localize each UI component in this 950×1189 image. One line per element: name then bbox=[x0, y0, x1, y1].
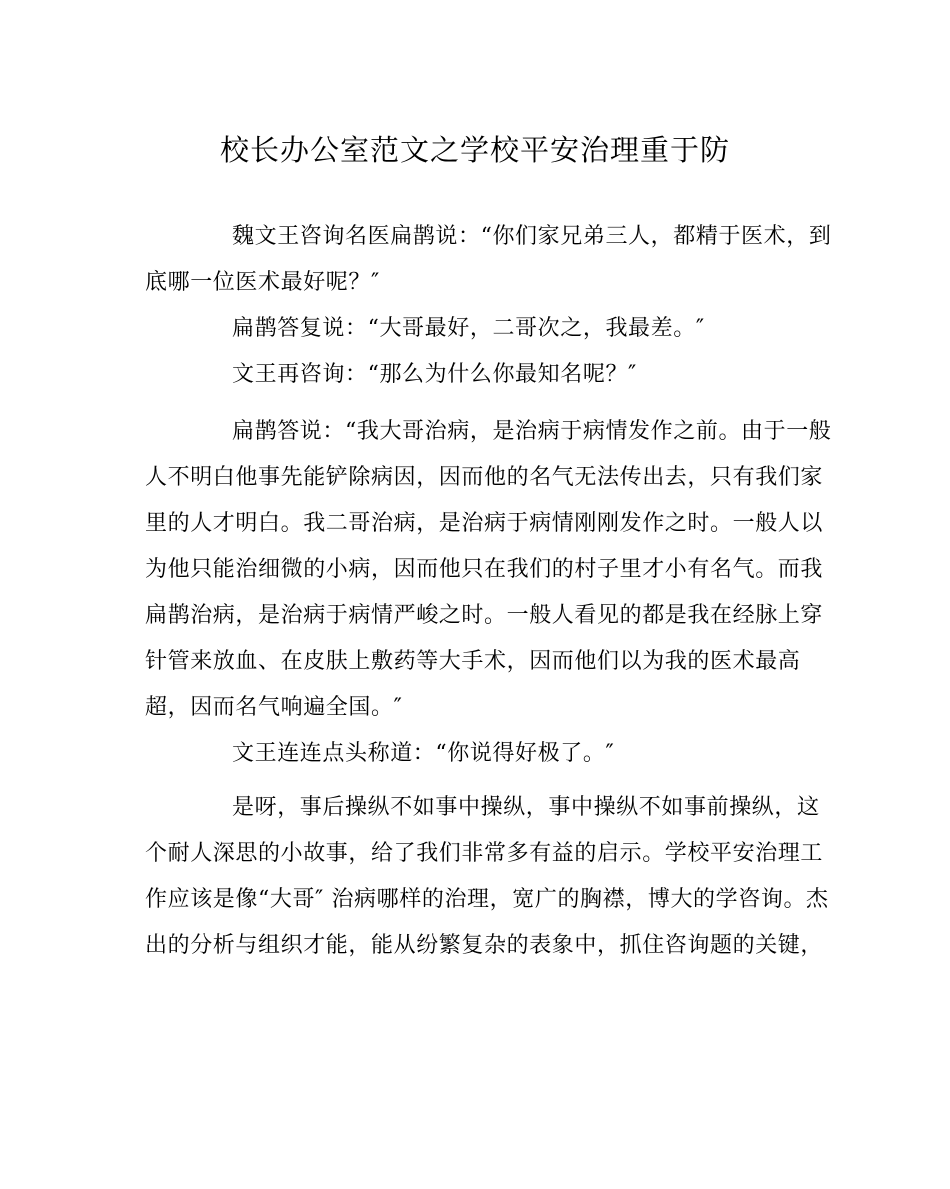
paragraph-line: 文王再咨询：“那么为什么你最知名呢？″ bbox=[232, 362, 637, 387]
paragraph-line: 扁鹊治病，是治病于病情严峻之时。一般人看见的都是我在经脉上穿 bbox=[145, 603, 824, 628]
paragraph-line: 人不明白他事先能铲除病因，因而他的名气无法传出去，只有我们家 bbox=[145, 465, 824, 490]
paragraph-line: 为他只能治细微的小病，因而他只在我们的村子里才小有名气。而我 bbox=[145, 557, 824, 582]
paragraph-line: 超，因而名气响遍全国。″ bbox=[145, 695, 403, 720]
paragraph-line: 魏文王咨询名医扁鹊说：“你们家兄弟三人，都精于医术，到 bbox=[232, 224, 832, 249]
paragraph-line: 扁鹊答说：“我大哥治病，是治病于病情发作之前。由于一般 bbox=[232, 419, 832, 444]
document-title: 校长办公室范文之学校平安治理重于防 bbox=[219, 133, 730, 167]
paragraph-line: 底哪一位医术最好呢？″ bbox=[145, 270, 380, 295]
paragraph-line: 出的分析与组织才能，能从纷繁复杂的表象中，抓住咨询题的关键， bbox=[145, 933, 824, 958]
paragraph-line: 扁鹊答复说：“大哥最好，二哥次之，我最差。″ bbox=[232, 316, 705, 341]
paragraph-line: 针管来放血、在皮肤上敷药等大手术，因而他们以为我的医术最高 bbox=[145, 649, 801, 674]
paragraph-line: 文王连连点头称道：“你说得好极了。″ bbox=[232, 741, 615, 766]
paragraph-line: 作应该是像“大哥″ 治病哪样的治理，宽广的胸襟，博大的学咨询。杰 bbox=[145, 887, 829, 912]
paragraph-line: 里的人才明白。我二哥治病，是治病于病情刚刚发作之时。一般人以 bbox=[145, 511, 824, 536]
paragraph-line: 是呀，事后操纵不如事中操纵，事中操纵不如事前操纵，这 bbox=[232, 795, 820, 820]
paragraph-line: 个耐人深思的小故事，给了我们非常多有益的启示。学校平安治理工 bbox=[145, 841, 824, 866]
